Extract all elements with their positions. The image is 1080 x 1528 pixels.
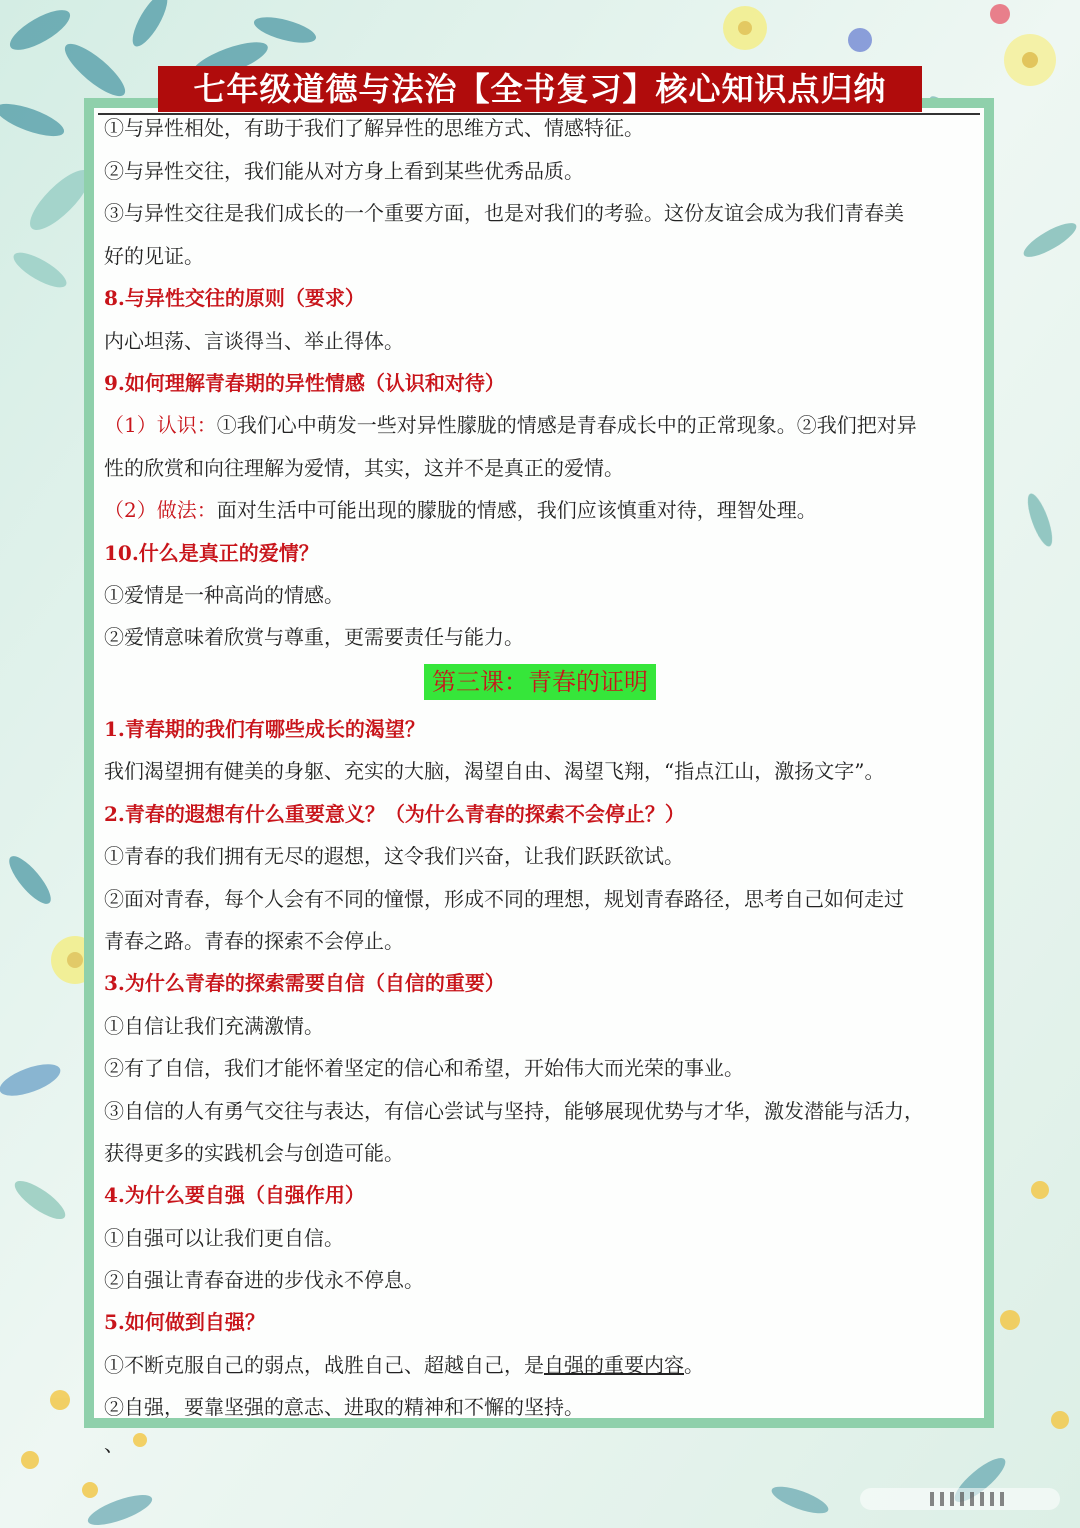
text-line: ②爱情意味着欣赏与尊重，更需要责任与能力。 bbox=[104, 625, 524, 649]
text-line: ②自强，要靠坚强的意志、进取的精神和不懈的坚持。 bbox=[104, 1395, 584, 1419]
text-line: 内心坦荡、言谈得当、举止得体。 bbox=[104, 329, 404, 353]
section-heading: 1.青春期的我们有哪些成长的渴望？ bbox=[104, 717, 425, 741]
text-line: ①青春的我们拥有无尽的遐想，这令我们兴奋，让我们跃跃欲试。 bbox=[104, 844, 684, 868]
text-span: 面对生活中可能出现的朦胧的情感，我们应该慎重对待，理智处理。 bbox=[216, 498, 817, 522]
text-line bbox=[104, 496, 817, 524]
text-line: 、 bbox=[104, 1432, 124, 1456]
text-line: ①与异性相处，有助于我们了解异性的思维方式、情感特征。 bbox=[104, 116, 644, 140]
text-line: 好的见证。 bbox=[104, 244, 204, 268]
section-heading: 2.青春的遐想有什么重要意义？（为什么青春的探索不会停止？） bbox=[104, 802, 685, 826]
text-line: 我们渴望拥有健美的身躯、充实的大脑，渴望自由、渴望飞翔，“指点江山，激扬文字”。 bbox=[104, 759, 885, 783]
section-heading: 10.什么是真正的爱情？ bbox=[104, 541, 319, 565]
text-line: ②与异性交往，我们能从对方身上看到某些优秀品质。 bbox=[104, 159, 584, 183]
text-line: ②自强让青春奋进的步伐永不停息。 bbox=[104, 1268, 424, 1292]
text-line: ①爱情是一种高尚的情感。 bbox=[104, 583, 344, 607]
text-line bbox=[104, 1351, 704, 1379]
section-heading: 3.为什么青春的探索需要自信（自信的重要） bbox=[104, 971, 505, 995]
text-line: ①自信让我们充满激情。 bbox=[104, 1014, 324, 1038]
text-line bbox=[104, 411, 917, 439]
section-heading: 9.如何理解青春期的异性情感（认识和对待） bbox=[104, 371, 505, 395]
text-line: ③自信的人有勇气交往与表达，有信心尝试与坚持，能够展现优势与才华，激发潜能与活力， bbox=[104, 1099, 924, 1123]
text-line: 青春之路。青春的探索不会停止。 bbox=[104, 929, 404, 953]
text-span: ①我们心中萌发一些对异性朦胧的情感是青春成长中的正常现象。②我们把对异 bbox=[216, 413, 917, 437]
text-line: ②面对青春，每个人会有不同的憧憬，形成不同的理想，规划青春路径，思考自己如何走过 bbox=[104, 887, 904, 911]
section-heading: 4.为什么要自强（自强作用） bbox=[104, 1183, 365, 1207]
text-line: ①自强可以让我们更自信。 bbox=[104, 1226, 344, 1250]
text-span: ①不断克服自己的弱点，战胜自己、超越自己，是 bbox=[104, 1353, 544, 1377]
underlined-text: 自强的重要内容 bbox=[544, 1353, 684, 1377]
label-recognize: （1）认识： bbox=[104, 413, 217, 437]
label-method: （2）做法： bbox=[104, 498, 217, 522]
text-line: 获得更多的实践机会与创造可能。 bbox=[104, 1141, 404, 1165]
section-heading: 5.如何做到自强？ bbox=[104, 1310, 265, 1334]
text-line: 性的欣赏和向往理解为爱情，其实，这并不是真正的爱情。 bbox=[104, 456, 624, 480]
text-line: ②有了自信，我们才能怀着坚定的信心和希望，开始伟大而光荣的事业。 bbox=[104, 1056, 744, 1080]
text-span: 。 bbox=[684, 1353, 704, 1377]
section-heading: 8.与异性交往的原则（要求） bbox=[104, 286, 365, 310]
watermark-icon bbox=[860, 1484, 1060, 1514]
lesson-heading: 第三课：青春的证明 bbox=[424, 664, 656, 700]
text-line: ③与异性交往是我们成长的一个重要方面，也是对我们的考验。这份友谊会成为我们青春美 bbox=[104, 201, 904, 225]
page-title: 七年级道德与法治【全书复习】核心知识点归纳 bbox=[158, 66, 922, 112]
